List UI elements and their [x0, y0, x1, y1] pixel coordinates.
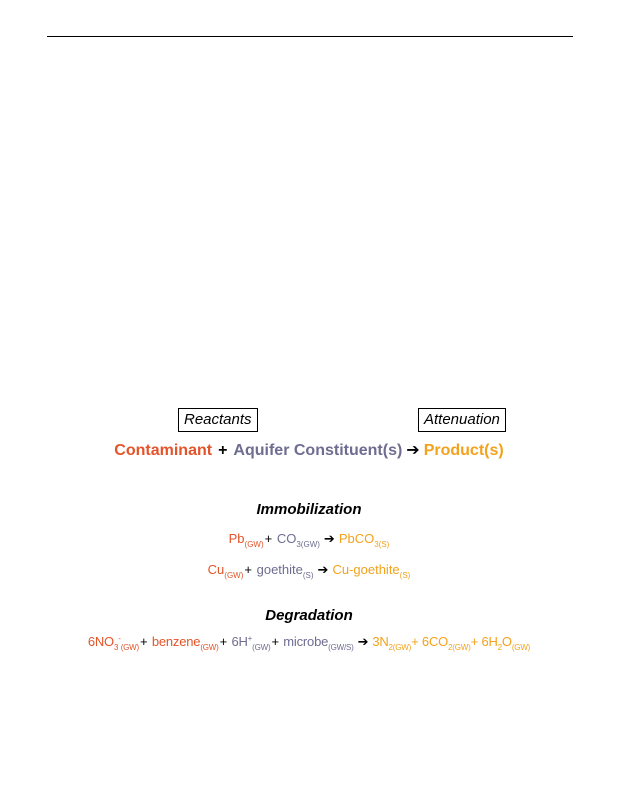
contaminant-term: Contaminant: [114, 442, 213, 459]
lead-carbonate-equation: [0, 531, 618, 549]
reactants-label: Reactants: [178, 408, 258, 432]
reaction-arrow-icon: ➔: [323, 531, 335, 546]
co3-term: $CO_{3(GW)}$: [276, 531, 320, 549]
reaction-arrow-icon: ➔: [406, 442, 420, 459]
cu-term: $Cu_{(GW)}$: [207, 562, 244, 580]
product-term: Product(s): [423, 442, 504, 459]
water-term: $6H_2O_{(GW)}$: [481, 634, 531, 652]
reaction-arrow-icon: ➔: [317, 562, 329, 577]
pb-term: $Pb_{(GW)}$: [228, 531, 264, 549]
plus-sign: +: [219, 634, 228, 649]
plus-sign: +: [411, 634, 419, 649]
goethite-term: goethite$_{(S)}$: [256, 562, 314, 580]
plus-sign: +: [140, 634, 148, 649]
reaction-arrow-icon: ➔: [357, 634, 369, 649]
plus-sign: +: [264, 531, 273, 546]
immobilization-heading: Immobilization: [256, 501, 362, 518]
nitrate-term: $6NO_3^-_{(GW)}$: [87, 634, 139, 652]
header-rule: [47, 36, 573, 37]
nitrogen-term: $3N_{2(GW)}$: [372, 634, 412, 652]
denitrification-equation: [0, 634, 618, 652]
pbco3-term: PbCO$_{3(S)}$: [338, 531, 390, 549]
cu-goethite-term: Cu-goethite$_{(S)}$: [332, 562, 411, 580]
carbon-dioxide-term: $6CO_{2(GW)}$: [421, 634, 471, 652]
copper-goethite-equation: [0, 562, 618, 580]
plus-sign: +: [218, 442, 228, 459]
attenuation-label: Attenuation: [418, 408, 506, 432]
benzene-term: benzene$_{(GW)}$: [151, 634, 219, 652]
microbe-term: microbe$_{(GW/S)}$: [283, 634, 354, 652]
plus-sign: +: [271, 634, 279, 649]
general-equation: [0, 440, 618, 460]
plus-sign: +: [470, 634, 479, 649]
aquifer-constituent-term: Aquifer Constituent(s): [233, 442, 403, 459]
hydrogen-ion-term: $6H^+_{(GW)}$: [231, 634, 271, 652]
plus-sign: +: [244, 562, 252, 577]
degradation-heading: Degradation: [265, 607, 353, 624]
